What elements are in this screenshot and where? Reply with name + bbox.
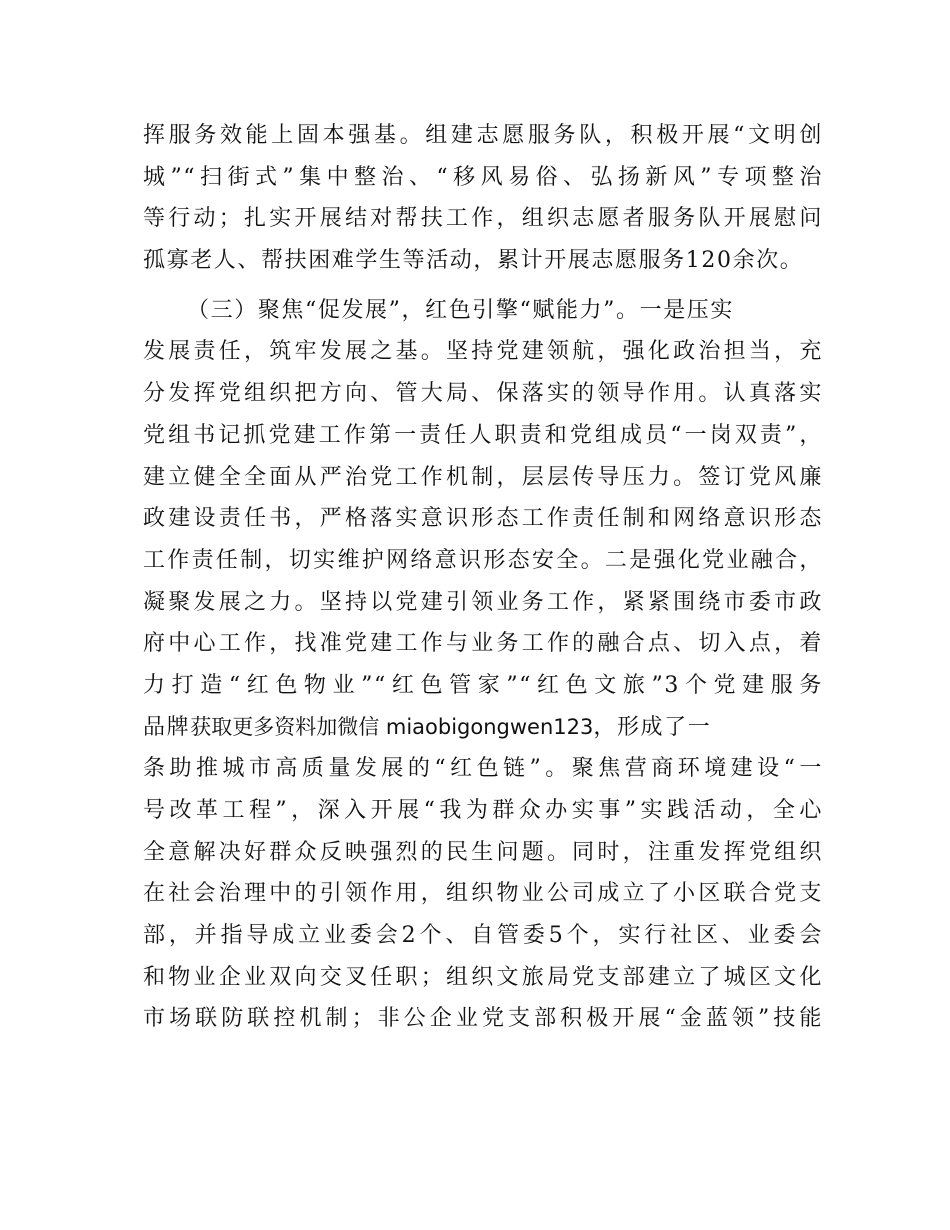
text-line: （三）聚焦“促发展”，红色引擎“赋能力”。一是压实: [187, 297, 734, 323]
text-line: 建立健全全面从严治党工作机制，层层传导压力。签订党风廉: [143, 464, 823, 490]
text-line: 城”“扫街式”集中整治、“移风易俗、弘扬新风”专项整治: [143, 164, 823, 190]
text-line: 挥服务效能上固本强基。组建志愿服务队，积极开展“文明创: [143, 123, 823, 148]
text-line: 党组书记抓党建工作第一责任人职责和党组成员“一岗双责”，: [143, 422, 823, 448]
text-line: 府中心工作，找准党建工作与业务工作的融合点、切入点，着: [143, 631, 823, 657]
watermark-line-suffix: ，形成了一: [593, 714, 712, 740]
text-line: 凝聚发展之力。坚持以党建引领业务工作，紧紧围绕市委市政: [143, 589, 823, 615]
text-line: 条助推城市高质量发展的“红色链”。聚焦营商环境建设“一: [143, 756, 823, 782]
paragraph-gap: [143, 282, 823, 290]
body-text: [143, 115, 823, 1040]
text-line: 孤寡老人、帮扶困难学生等活动，累计开展志愿服务120余次。: [143, 248, 804, 274]
text-line: 在社会治理中的引领作用，组织物业公司成立了小区联合党支: [143, 881, 823, 907]
text-line: 发展责任，筑牢发展之基。坚持党建领航，强化政治担当，充: [143, 339, 823, 365]
text-line: 和物业企业双向交叉任职；组织文旅局党支部建立了城区文化: [143, 964, 823, 990]
paragraph-1: [143, 115, 823, 282]
text-line: 等行动；扎实开展结对帮扶工作，组织志愿者服务队开展慰问: [143, 206, 823, 232]
text-line: 工作责任制，切实维护网络意识形态安全。二是强化党业融合，: [143, 547, 823, 573]
watermark-line: [143, 707, 823, 749]
text-line: 力打造“红色物业”“红色管家”“红色文旅”3个党建服务: [143, 672, 823, 698]
text-line: 号改革工程”，深入开展“我为群众办实事”实践活动，全心: [143, 798, 823, 823]
text-line: 全意解决好群众反映强烈的民生问题。同时，注重发挥党组织: [143, 839, 823, 865]
paragraph-2: [143, 290, 823, 1040]
text-line: 市场联防联控机制；非公企业党支部积极开展“金蓝领”技能: [143, 1006, 823, 1032]
watermark-text: 获取更多资料加微信 miaobigongwen123: [190, 714, 594, 739]
text-line: 部，并指导成立业委会2个、自管委5个，实行社区、业委会: [143, 923, 823, 949]
watermark-line-prefix: 品牌: [143, 714, 191, 740]
text-line: 政建设责任书，严格落实意识形态工作责任制和网络意识形态: [143, 506, 823, 532]
text-line: 分发挥党组织把方向、管大局、保落实的领导作用。认真落实: [143, 381, 823, 407]
